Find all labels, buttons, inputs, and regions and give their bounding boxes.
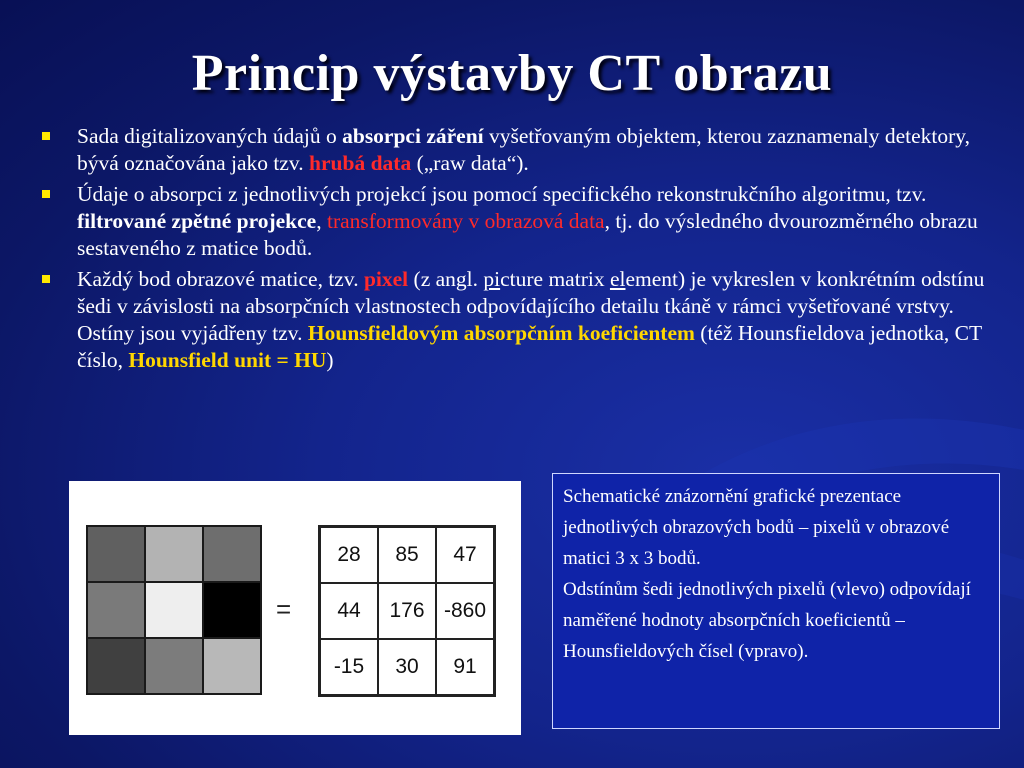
gray-pixel <box>146 583 202 637</box>
gray-pixel <box>88 583 144 637</box>
highlight-term: Hounsfieldovým absorpčním koeficientem <box>307 321 695 345</box>
hu-value: 44 <box>320 583 378 639</box>
bullet-item <box>40 181 985 262</box>
gray-pixel <box>204 639 260 693</box>
bullet-text: (z angl. <box>408 267 484 291</box>
bullet-list <box>40 123 985 378</box>
hu-value: 30 <box>378 639 436 695</box>
bullet-text: („raw data“). <box>411 151 529 175</box>
highlight-term: hrubá data <box>309 151 412 175</box>
bold-term: absorpci záření <box>342 124 484 148</box>
bullet-text: Údaje o absorpci z jednotlivých projekcí jsou pomocí specifického rekonstrukčního algoritmu, tzv. <box>77 182 927 206</box>
hu-value: -15 <box>320 639 378 695</box>
square-bullet-icon <box>42 190 50 198</box>
bullet-text: Každý bod obrazové matice, tzv. <box>77 267 364 291</box>
bullet-text: vyšetřovaným objektem, kterou zaznamenaly detektory, bývá označována jako tzv. <box>77 124 971 175</box>
bullet-text: , tj. do výsledného dvourozměrného obrazu sestaveného z matice bodů. <box>77 209 978 260</box>
hu-value: 85 <box>378 527 436 583</box>
gray-pixel <box>146 639 202 693</box>
bullet-text: , <box>316 209 327 233</box>
gray-pixel <box>88 639 144 693</box>
underlined-text: pi <box>483 267 501 291</box>
highlight-term: Hounsfield unit = HU <box>128 348 327 372</box>
pixel-matrix-figure <box>69 481 521 735</box>
bullet-item <box>40 266 985 374</box>
highlight-term: transformovány v obrazová data <box>326 209 605 233</box>
underlined-text: el <box>609 267 626 291</box>
hu-value: 176 <box>378 583 436 639</box>
hu-value: 28 <box>320 527 378 583</box>
bullet-text: ) <box>326 348 334 372</box>
bullet-item <box>40 123 985 177</box>
gray-pixel <box>204 527 260 581</box>
hu-value-grid <box>318 525 496 697</box>
bullet-text: Sada digitalizovaných údajů o <box>77 124 343 148</box>
hu-value: -860 <box>436 583 494 639</box>
gray-pixel <box>88 527 144 581</box>
square-bullet-icon <box>42 132 50 140</box>
highlight-term: pixel <box>363 267 409 291</box>
hu-value: 91 <box>436 639 494 695</box>
caption-paragraph: Odstínům šedi jednotlivých pixelů (vlevo) odpovídají naměřené hodnoty absorpčních koeficientů – Hounsfieldových čísel (vpravo). <box>563 579 971 662</box>
bold-term: filtrované zpětné projekce <box>77 209 317 233</box>
gray-pixel <box>204 583 260 637</box>
figure-caption-box <box>552 473 1000 729</box>
hu-value: 47 <box>436 527 494 583</box>
grayscale-pixel-grid <box>86 525 262 695</box>
equals-sign: = <box>276 594 292 624</box>
square-bullet-icon <box>42 275 50 283</box>
bullet-text: ement) je vykreslen v konkrétním odstínu šedi v závislosti na absorpčních vlastnostech odpovídajícího detailu tkáně v rámci vyšetřované vrstvy. Ostíny jsou vyjádřeny tzv. <box>77 267 985 345</box>
bullet-text: (též Hounsfieldova jednotka, CT číslo, <box>77 321 982 372</box>
caption-paragraph: Schematické znázornění grafické prezentace jednotlivých obrazových bodů – pixelů v obrazové matici 3 x 3 bodů. <box>563 486 950 569</box>
bullet-text: cture matrix <box>500 267 610 291</box>
slide-title: Princip výstavby CT obrazu <box>191 45 833 102</box>
gray-pixel <box>146 527 202 581</box>
